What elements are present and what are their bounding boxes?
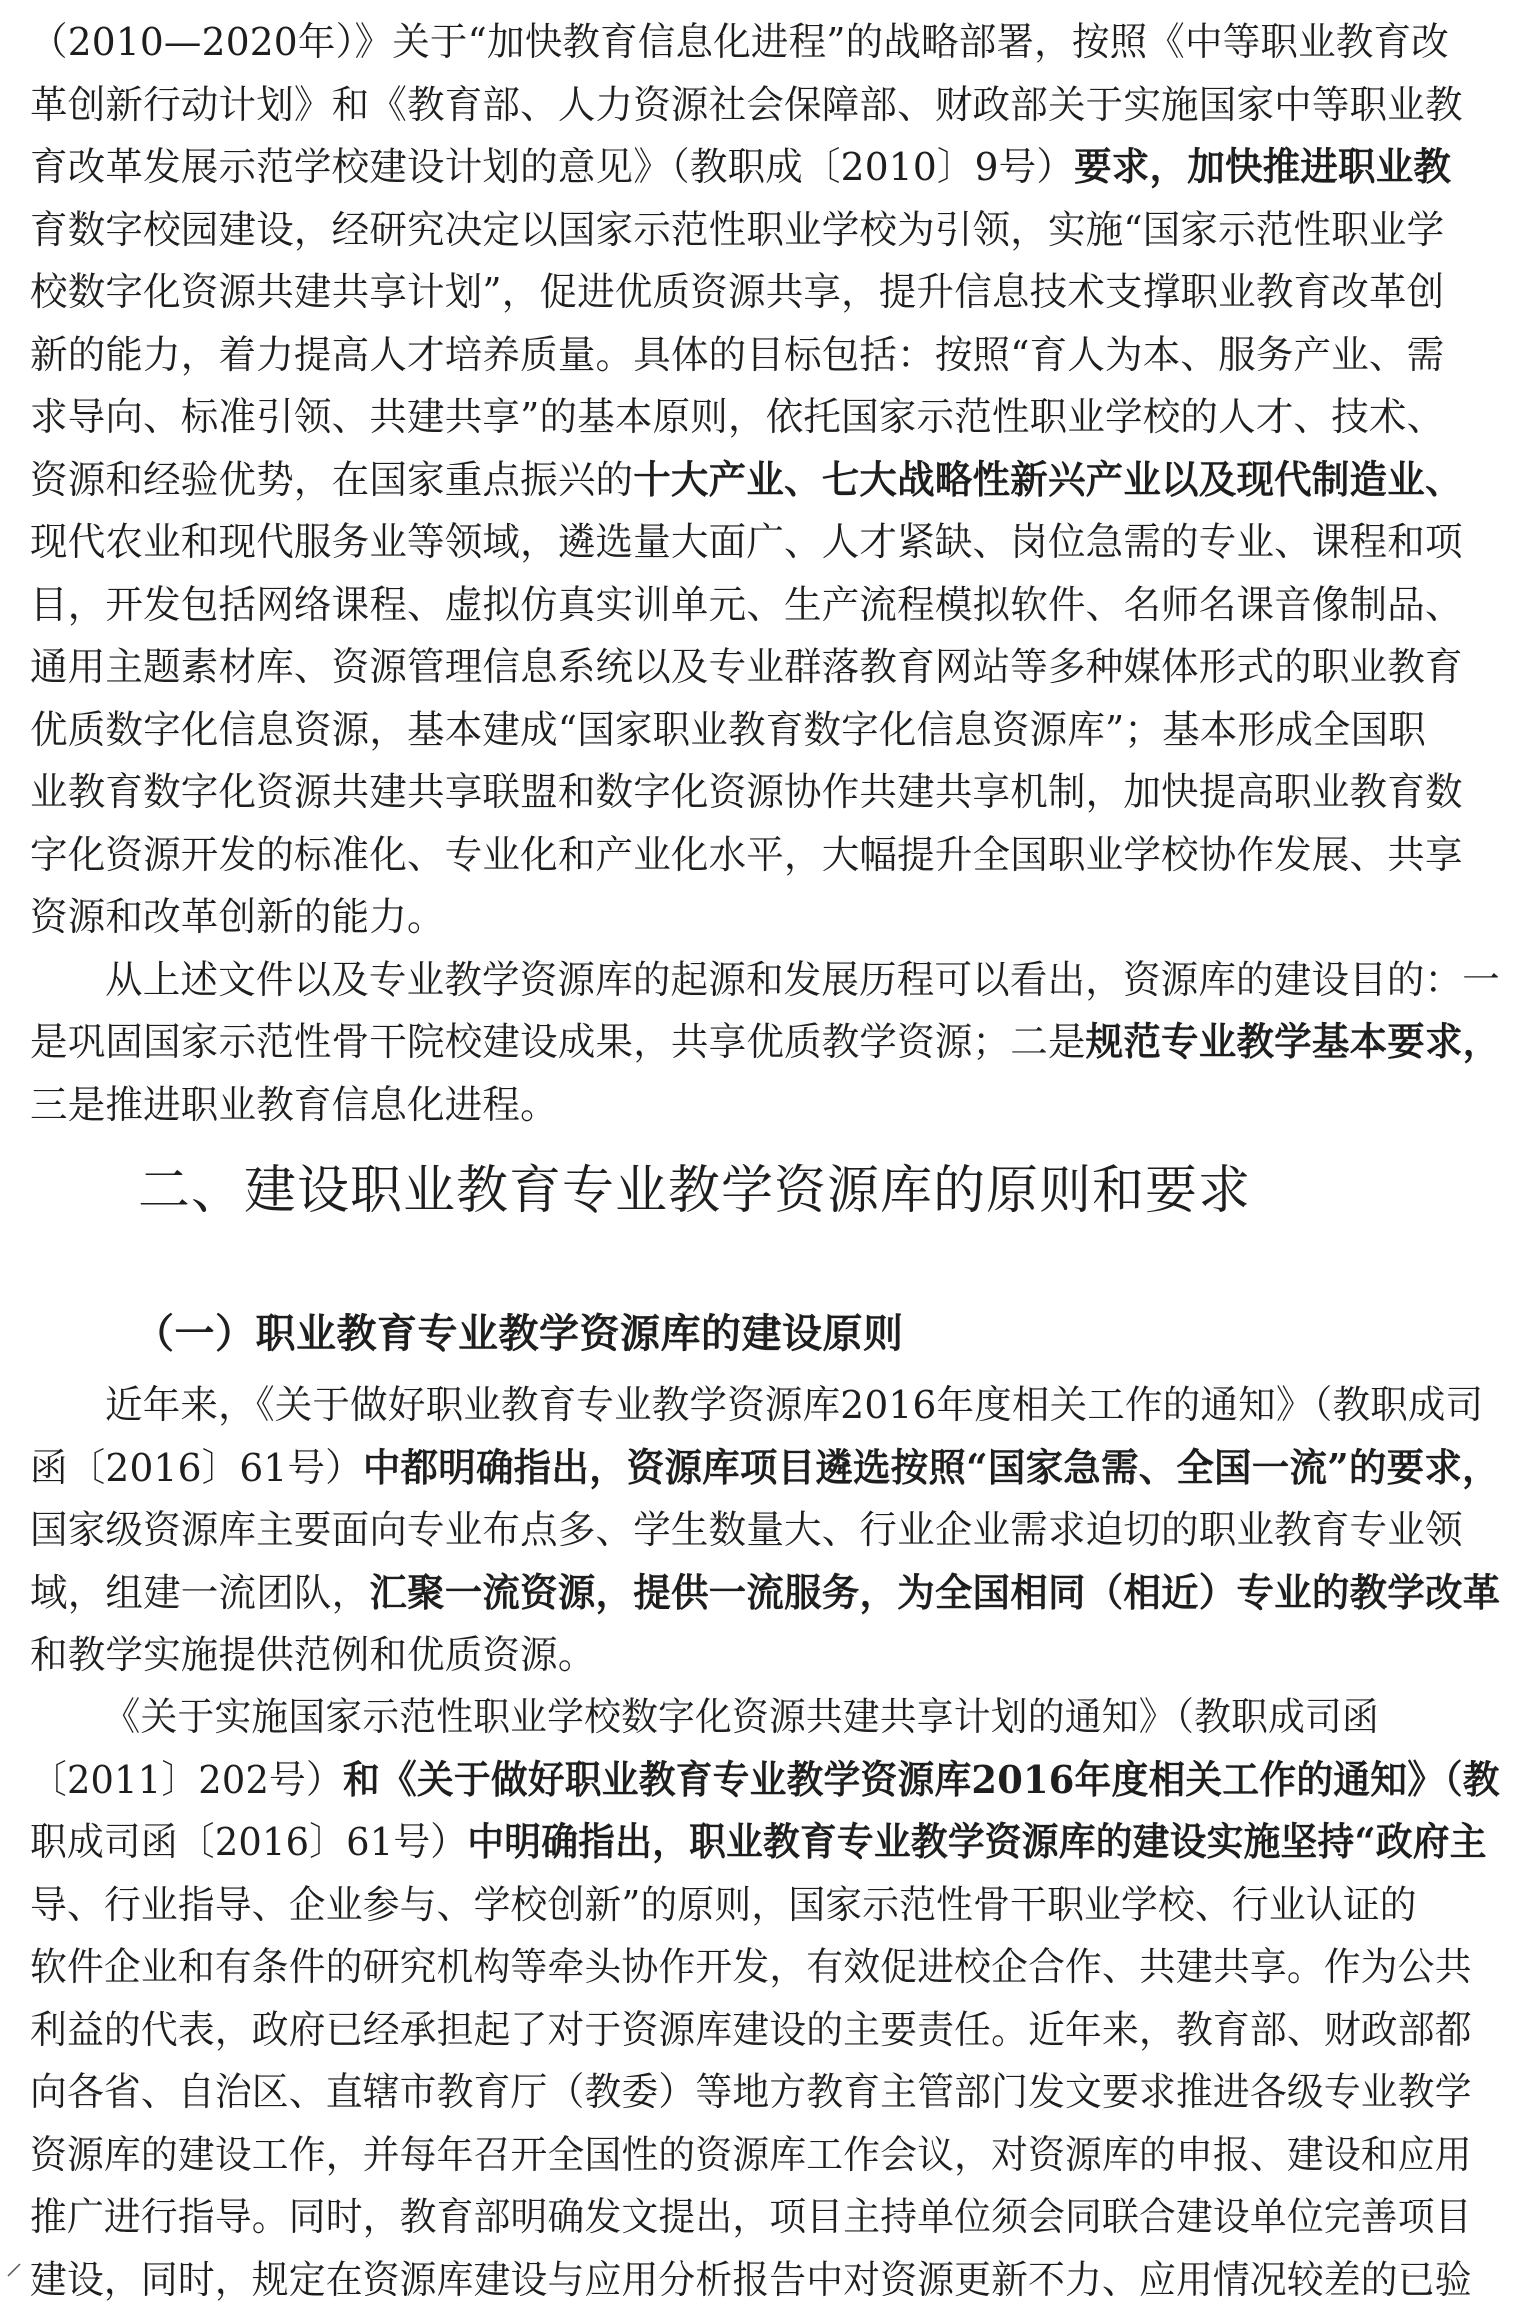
bold-text: 规范专业教学基本要求， (1086, 1020, 1501, 1065)
sub-heading: （一）职业教育专业教学资源库的建设原则 (134, 1302, 904, 1359)
text-line: 职成司函〔2016〕61号）中明确指出，职业教育专业教学资源库的建设实施坚持“政府主 (30, 1812, 1500, 1875)
paragraph-recent-years (30, 1375, 1536, 1688)
paragraph-goals (30, 12, 1536, 1137)
text-line: 现代农业和现代服务业等领域，遴选量大面广、人才紧缺、岗位急需的专业、课程和项 (30, 512, 1500, 575)
text-line: 导、行业指导、企业参与、学校创新”的原则，国家示范性骨干职业学校、行业认证的 (30, 1875, 1500, 1938)
text-line: 向各省、自治区、直辖市教育厅（教委）等地方教育主管部门发文要求推进各级专业教学 (30, 2062, 1500, 2125)
text-line: 三是推进职业教育信息化进程。 (30, 1075, 1500, 1138)
text-line: 优质数字化信息资源，基本建成“国家职业教育数字化信息资源库”；基本形成全国职 (30, 700, 1500, 763)
text-line: 字化资源开发的标准化、专业化和产业化水平，大幅提升全国职业学校协作发展、共享 (30, 825, 1500, 888)
text-line: 资源和改革创新的能力。 (30, 887, 1500, 950)
text-line: 国家级资源库主要面向专业布点多、学生数量大、行业企业需求迫切的职业教育专业领 (30, 1500, 1500, 1563)
bold-text: 汇聚一流资源，提供一流服务，为全国相同（相近）专业的教学改革 (369, 1571, 1500, 1616)
text-line: 是巩固国家示范性骨干院校建设成果，共享优质教学资源；二是规范专业教学基本要求， (30, 1012, 1500, 1075)
text-line: 育改革发展示范学校建设计划的意见》（教职成〔2010〕9号）要求，加快推进职业教 (30, 137, 1500, 200)
text-line: 校数字化资源共建共享计划”，促进优质资源共享，提升信息技术支撑职业教育改革创 (30, 262, 1500, 325)
text-line: 通用主题素材库、资源管理信息系统以及专业群落教育网站等多种媒体形式的职业教育 (30, 637, 1500, 700)
text-line: 软件企业和有条件的研究机构等牵头协作开发，有效促进校企合作、共建共享。作为公共 (30, 1937, 1500, 2000)
text-line: 求导向、标准引领、共建共享”的基本原则，依托国家示范性职业学校的人才、技术、 (30, 387, 1500, 450)
text-line: （2010—2020年）》关于“加快教育信息化进程”的战略部署，按照《中等职业教育改 (30, 12, 1500, 75)
text-line: 《关于实施国家示范性职业学校数字化资源共建共享计划的通知》（教职成司函 (30, 1687, 1500, 1750)
text-line: 目，开发包括网络课程、虚拟仿真实训单元、生产流程模拟软件、名师名课音像制品、 (30, 575, 1500, 638)
text-line: 育数字校园建设，经研究决定以国家示范性职业学校为引领，实施“国家示范性职业学 (30, 200, 1500, 263)
text-line: 从上述文件以及专业教学资源库的起源和发展历程可以看出，资源库的建设目的：一 (30, 950, 1500, 1013)
text-line: 利益的代表，政府已经承担起了对于资源库建设的主要责任。近年来，教育部、财政部都 (30, 2000, 1500, 2063)
text-line: 函〔2016〕61号）中都明确指出，资源库项目遴选按照“国家急需、全国一流”的要求， (30, 1438, 1500, 1501)
text-line: 近年来，《关于做好职业教育专业教学资源库2016年度相关工作的通知》（教职成司 (30, 1375, 1500, 1438)
text-line: 推广进行指导。同时，教育部明确发文提出，项目主持单位须会同联合建设单位完善项目 (30, 2187, 1500, 2250)
text-line: 资源库的建设工作，并每年召开全国性的资源库工作会议，对资源库的申报、建设和应用 (30, 2125, 1500, 2188)
bold-text: 十大产业、七大战略性新兴产业以及现代制造业、 (633, 458, 1462, 503)
text-line: 革创新行动计划》和《教育部、人力资源社会保障部、财政部关于实施国家中等职业教 (30, 75, 1500, 138)
text-line: 域，组建一流团队，汇聚一流资源，提供一流服务，为全国相同（相近）专业的教学改革 (30, 1563, 1500, 1626)
text-line: 新的能力，着力提高人才培养质量。具体的目标包括：按照“育人为本、服务产业、需 (30, 325, 1500, 388)
text-line: 和教学实施提供范例和优质资源。 (30, 1625, 1500, 1688)
bold-text: 中明确指出，职业教育专业教学资源库的建设实施坚持“政府主 (467, 1820, 1486, 1865)
corner-mark-icon (6, 2262, 22, 2278)
text-line: 〔2011〕202号）和《关于做好职业教育专业教学资源库2016年度相关工作的通知》（教 (30, 1750, 1500, 1813)
section-heading: 二、建设职业教育专业教学资源库的原则和要求 (138, 1148, 1251, 1223)
text-line: 业教育数字化资源共建共享联盟和数字化资源协作共建共享机制，加快提高职业教育数 (30, 762, 1500, 825)
text-line: 资源和经验优势，在国家重点振兴的十大产业、七大战略性新兴产业以及现代制造业、 (30, 450, 1500, 513)
bold-text: 中都明确指出，资源库项目遴选按照“国家急需、全国一流”的要求， (363, 1446, 1500, 1491)
text-line: 建设，同时，规定在资源库建设与应用分析报告中对资源更新不力、应用情况较差的已验 (30, 2250, 1500, 2312)
paragraph-notice (30, 1687, 1536, 2312)
bold-text: 要求，加快推进职业教 (1074, 145, 1451, 190)
bold-text: 和《关于做好职业教育专业教学资源库2016年度相关工作的通知》（教 (343, 1758, 1500, 1803)
